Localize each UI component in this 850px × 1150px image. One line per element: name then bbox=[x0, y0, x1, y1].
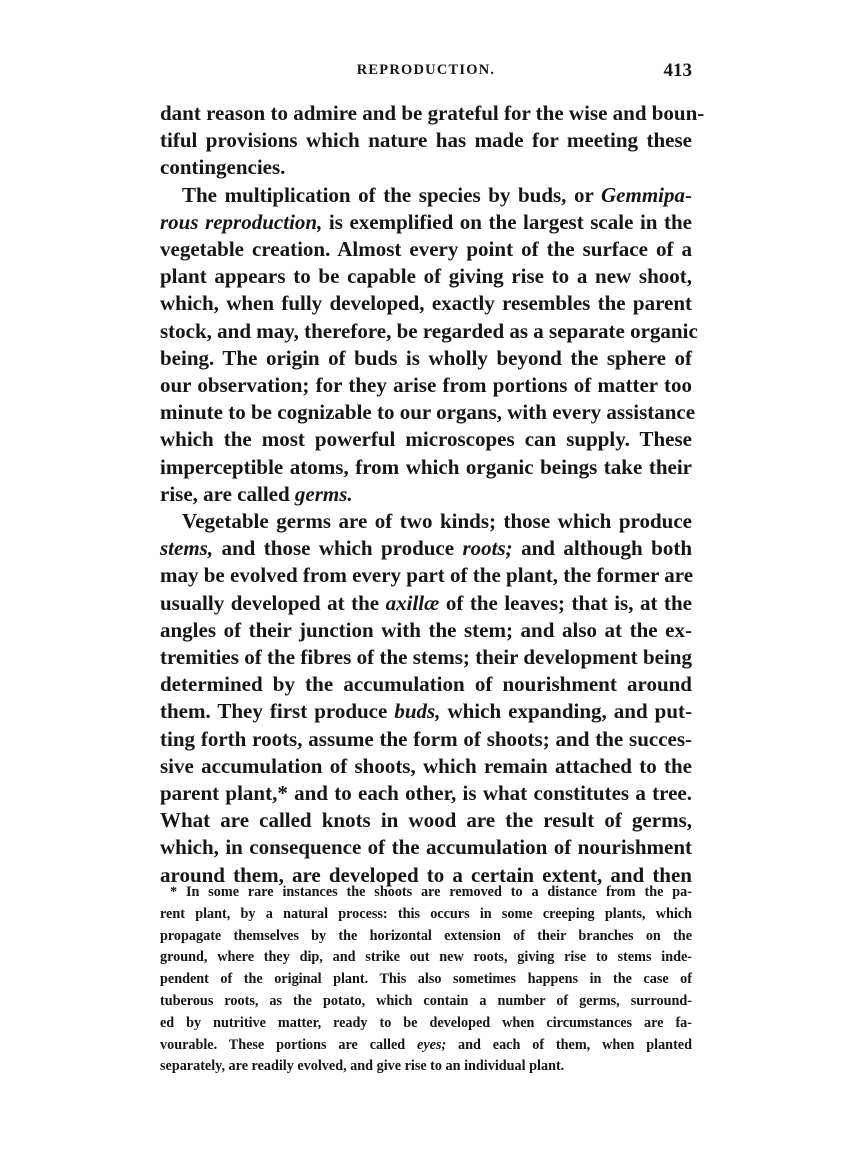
text-line: stems, and those which produce roots; and although both bbox=[160, 536, 693, 561]
text-line: which, when fully developed, exactly resembles the parent bbox=[160, 291, 692, 316]
text-line: our observation; for they arise from portions of matter too bbox=[160, 373, 692, 398]
running-head bbox=[160, 62, 692, 86]
text-line: tremities of the fibres of the stems; their development being bbox=[160, 645, 692, 670]
text-line: dant reason to admire and be grateful for the wise and boun- bbox=[160, 101, 705, 125]
chapter-title: REPRODUCTION. bbox=[356, 62, 496, 78]
footnote-line: tuberous roots, as the potato, which contain a number of germs, surround- bbox=[160, 992, 692, 1009]
text-line: parent plant,* and to each other, is what constitutes a tree. bbox=[160, 781, 692, 806]
footnote-line: separately, are readily evolved, and give rise to an individual plant. bbox=[160, 1058, 565, 1075]
text-line: minute to be cognizable to our organs, with every assistance bbox=[160, 400, 696, 425]
text-line: rous reproduction, is exemplified on the largest scale in the bbox=[160, 209, 692, 234]
text-line: which, in consequence of the accumulation of nourishment bbox=[160, 835, 692, 860]
footnote-line: ground, where they dip, and strike out new roots, giving rise to stems inde- bbox=[160, 949, 692, 966]
footnote-line: pendent of the original plant. This also sometimes happens in the case of bbox=[160, 971, 692, 988]
text-line: imperceptible atoms, from which organic beings take their bbox=[160, 454, 692, 479]
text-line: may be evolved from every part of the plant, the former are bbox=[160, 563, 694, 588]
text-line: usually developed at the axillæ of the leaves; that is, at the bbox=[160, 590, 692, 615]
text-line: What are called knots in wood are the result of germs, bbox=[160, 808, 692, 833]
text-line: determined by the accumulation of nourishment around bbox=[160, 672, 692, 697]
text-line: being. The origin of buds is wholly beyond the sphere of bbox=[160, 345, 692, 370]
text-line: angles of their junction with the stem; and also at the ex- bbox=[160, 617, 692, 642]
footnote-line: ed by nutritive matter, ready to be developed when circumstances are fa- bbox=[160, 1014, 692, 1031]
text-line: them. They first produce buds, which expanding, and put- bbox=[160, 699, 692, 724]
text-line: plant appears to be capable of giving rise to a new shoot, bbox=[160, 264, 692, 289]
body-text bbox=[160, 100, 705, 889]
text-line: rise, are called germs. bbox=[160, 481, 353, 506]
footnote-line: * In some rare instances the shoots are removed to a distance from the pa- bbox=[170, 884, 692, 900]
page-number: 413 bbox=[663, 60, 692, 81]
text-line: which the most powerful microscopes can supply. These bbox=[160, 427, 692, 452]
footnote-line: propagate themselves by the horizontal extension of their branches on the bbox=[160, 927, 692, 944]
text-line: The multiplication of the species by buds, or Gemmipa- bbox=[182, 182, 692, 207]
text-line: stock, and may, therefore, be regarded as a separate organic bbox=[160, 318, 698, 343]
text-line: vegetable creation. Almost every point of the surface of a bbox=[160, 237, 692, 262]
footnote-line: vourable. These portions are called eyes; and each of them, when planted bbox=[160, 1036, 692, 1053]
text-line: ting forth roots, assume the form of shoots; and the succes- bbox=[160, 726, 692, 751]
text-line: tiful provisions which nature has made for meeting these bbox=[160, 128, 692, 153]
text-line: around them, are developed to a certain extent, and then bbox=[160, 862, 692, 887]
text-line: Vegetable germs are of two kinds; those which produce bbox=[182, 509, 692, 534]
footnote-line: rent plant, by a natural process: this occurs in some creeping plants, which bbox=[160, 905, 692, 922]
text-line: sive accumulation of shoots, which remain attached to the bbox=[160, 753, 692, 778]
footnote bbox=[160, 882, 692, 1078]
text-line: contingencies. bbox=[160, 155, 286, 180]
